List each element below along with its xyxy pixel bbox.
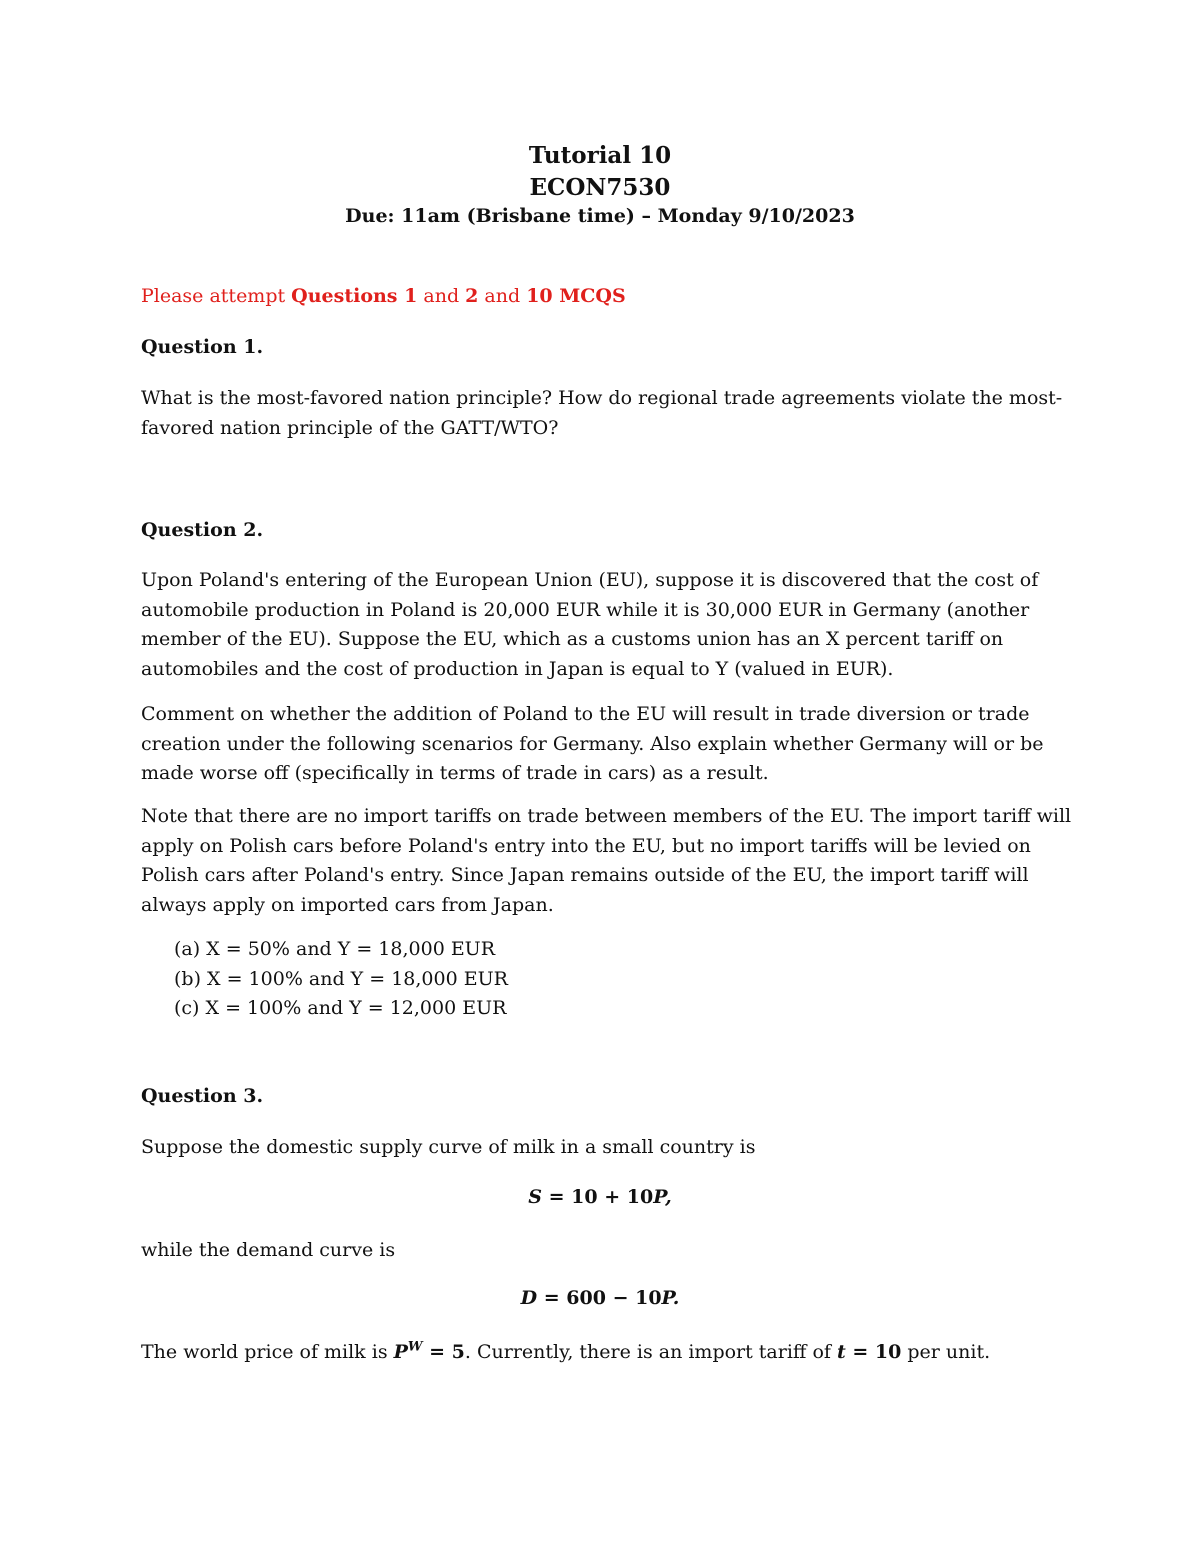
paragraph-line: automobile production in Poland is 20,000 EUR while it is 30,000 EUR in Germany (another — [141, 598, 1030, 621]
world-price-line — [141, 1338, 1061, 1368]
question-2-paragraph-2 — [141, 700, 1061, 789]
paragraph-line: member of the EU). Suppose the EU, which as a customs union has an X percent tariff on — [141, 628, 1004, 650]
world-text-1: The world price of milk is — [141, 1341, 394, 1363]
question-3-heading: Question 3. — [141, 1085, 264, 1107]
question-2-paragraph-3 — [141, 802, 1072, 920]
supply-end: , — [665, 1186, 672, 1208]
course-code: ECON7530 — [529, 174, 671, 201]
question-3-intro: Suppose the domestic supply curve of milk in a small country is — [141, 1136, 756, 1158]
option-b: (b) X = 100% and Y = 18,000 EUR — [174, 967, 508, 990]
paragraph-line: always apply on imported cars from Japan. — [141, 893, 554, 916]
demand-equation — [0, 1287, 1200, 1309]
due-date: Due: 11am (Brisbane time) – Monday 9/10/2023 — [345, 205, 855, 227]
paragraph-line: Note that there are no import tariffs on trade between members of the EU. The import tariff will — [141, 805, 1072, 827]
instruction-text-3: and — [478, 285, 527, 307]
paragraph-line: Polish cars after Poland's entry. Since Japan remains outside of the EU, the import tariff will — [141, 864, 1029, 886]
question-2-options — [174, 935, 508, 1024]
instruction-line — [141, 282, 1061, 312]
paragraph-line: automobiles and the cost of production in Japan is equal to Y (valued in EUR). — [141, 657, 894, 680]
world-text-3: per unit. — [901, 1341, 991, 1363]
world-price-superscript: W — [407, 1339, 423, 1355]
doc-title: Tutorial 10 — [528, 142, 672, 169]
question-1-line: favored nation principle of the GATT/WTO? — [141, 416, 559, 439]
world-text-2: . Currently, there is an import tariff of — [464, 1341, 837, 1363]
instruction-q2: 2 — [465, 285, 479, 307]
instruction-text-1: Please attempt — [141, 285, 292, 307]
supply-symbol: S — [528, 1186, 543, 1208]
question-3-mid: while the demand curve is — [141, 1239, 396, 1261]
supply-equation — [0, 1186, 1200, 1208]
instruction-text-2: and — [417, 285, 466, 307]
tariff-symbol: t — [836, 1341, 846, 1363]
question-1-body — [141, 384, 1061, 443]
paragraph-line: Upon Poland's entering of the European Union (EU), suppose it is discovered that the cost of — [141, 569, 1039, 591]
question-1-line: What is the most-favored nation principle? How do regional trade agreements violate the most- — [141, 387, 1063, 409]
demand-rhs: = 600 − 10 — [537, 1287, 662, 1309]
paragraph-line: creation under the following scenarios for Germany. Also explain whether Germany will or be — [141, 732, 1044, 755]
question-2-paragraph-1 — [141, 566, 1061, 684]
instruction-mcqs: 10 MCQS — [526, 285, 626, 307]
question-1-heading: Question 1. — [141, 336, 264, 358]
demand-price-var: P — [661, 1287, 673, 1309]
supply-price-var: P — [653, 1186, 666, 1208]
demand-end: . — [672, 1287, 680, 1309]
paragraph-line: apply on Polish cars before Poland's entry into the EU, but no import tariffs will be levied on — [141, 834, 1031, 857]
tariff-value: = 10 — [845, 1341, 902, 1363]
option-c: (c) X = 100% and Y = 12,000 EUR — [174, 997, 507, 1019]
paragraph-line: made worse off (specifically in terms of trade in cars) as a result. — [141, 762, 769, 784]
world-price-symbol: P — [393, 1341, 408, 1363]
instruction-questions: Questions 1 — [291, 285, 418, 307]
question-2-heading: Question 2. — [141, 519, 264, 541]
world-price-value: = 5 — [422, 1341, 465, 1363]
demand-symbol: D — [520, 1287, 538, 1309]
paragraph-line: Comment on whether the addition of Poland to the EU will result in trade diversion or trade — [141, 703, 1030, 725]
supply-rhs: = 10 + 10 — [542, 1186, 654, 1208]
option-a: (a) X = 50% and Y = 18,000 EUR — [174, 938, 496, 960]
